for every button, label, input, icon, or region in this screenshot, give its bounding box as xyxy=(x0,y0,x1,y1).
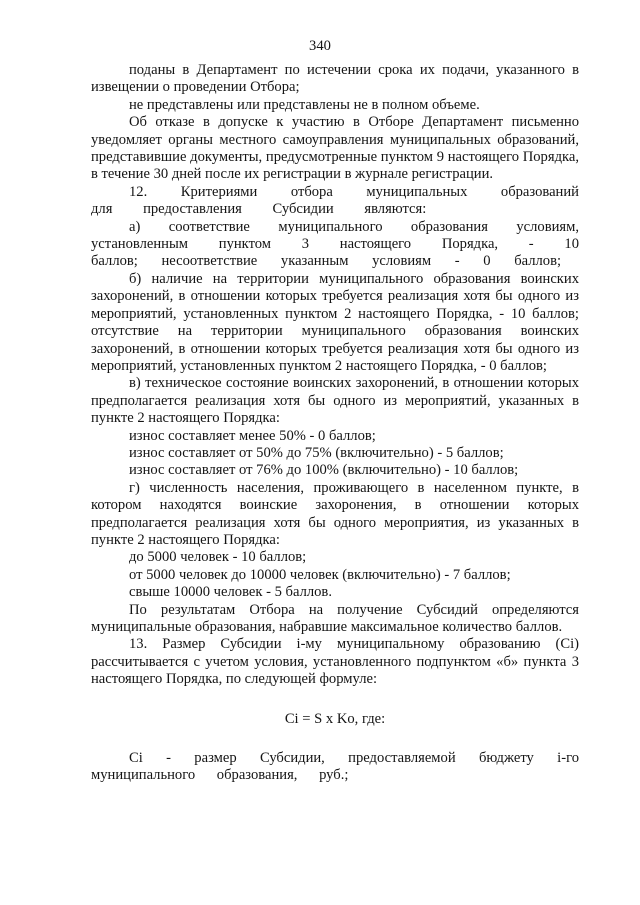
paragraph-selection-result: По результатам Отбора на получение Субсидий определяются муниципальные образования, набравшие максимальное количество баллов. xyxy=(91,601,579,635)
list-item-wear-10: износ составляет от 76% до 100% (включительно) - 10 баллов; xyxy=(129,462,519,479)
list-item-wear-0: износ составляет менее 50% - 0 баллов; xyxy=(129,427,376,444)
paragraph-criterion-a: а) соответствие муниципального образования условиям, установленным пунктом 3 настоящего Порядка, - 10 баллов; несоответствие указанным условиям - 0 баллов; xyxy=(91,218,579,270)
paragraph-late-submission: поданы в Департамент по истечении срока их подачи, указанного в извещении о проведении Отбора; xyxy=(91,62,579,96)
formula: Ci = S x Ko, где: xyxy=(284,710,386,727)
list-item-population-5: свыше 10000 человек - 5 баллов. xyxy=(129,584,332,601)
document-body xyxy=(91,62,579,785)
paragraph-criterion-c: в) техническое состояние воинских захоронений, в отношении которых предполагается реализация хотя бы одного из мероприятий, указанных в пункте 2 настоящего Порядка: xyxy=(91,375,579,427)
list-item-population-7: от 5000 человек до 10000 человек (включительно) - 7 баллов; xyxy=(129,566,511,583)
paragraph-definition-ci: Ci - размер Субсидии, предоставляемой бюджету i-го муниципального образования, руб.; xyxy=(91,750,579,784)
list-item-population-10: до 5000 человек - 10 баллов; xyxy=(129,549,307,566)
paragraph-item-12: 12. Критериями отбора муниципальных образований для предоставления Субсидии являются: xyxy=(91,183,579,218)
paragraph-incomplete-submission: не представлены или представлены не в полном объеме. xyxy=(129,96,480,113)
paragraph-item-13: 13. Размер Субсидии i-му муниципальному образованию (Ci) рассчитывается с учетом условия, установленного подпунктом «б» пункта 3 настоящего Порядка, по следующей формуле: xyxy=(91,636,579,688)
paragraph-refusal-notice: Об отказе в допуске к участию в Отборе Департамент письменно уведомляет органы местного самоуправления муниципальных образований, представившие документы, предусмотренные пунктом 9 настоящего Порядка, в течение 30 дней после их регистрации в журнале регистрации. xyxy=(91,114,579,183)
list-item-wear-5: износ составляет от 50% до 75% (включительно) - 5 баллов; xyxy=(129,444,504,461)
page-number: 340 xyxy=(309,38,331,54)
paragraph-criterion-b: б) наличие на территории муниципального образования воинских захоронений, в отношении которых требуется реализация хотя бы одного из мероприятий, установленных пунктом 2 настоящего Порядка, - 10 баллов; отсутствие на территории муниципального образования воинских захоронений, в отношении которых требуется реализация хотя бы одного из мероприятий, установленных пунктом 2 настоящего Порядка, - 0 баллов; xyxy=(91,270,579,374)
paragraph-criterion-d: г) численность населения, проживающего в населенном пункте, в котором находятся воинские захоронения, в отношении которых предполагается реализация хотя бы одного мероприятия, из указанных в пункте 2 настоящего Порядка: xyxy=(91,479,579,548)
